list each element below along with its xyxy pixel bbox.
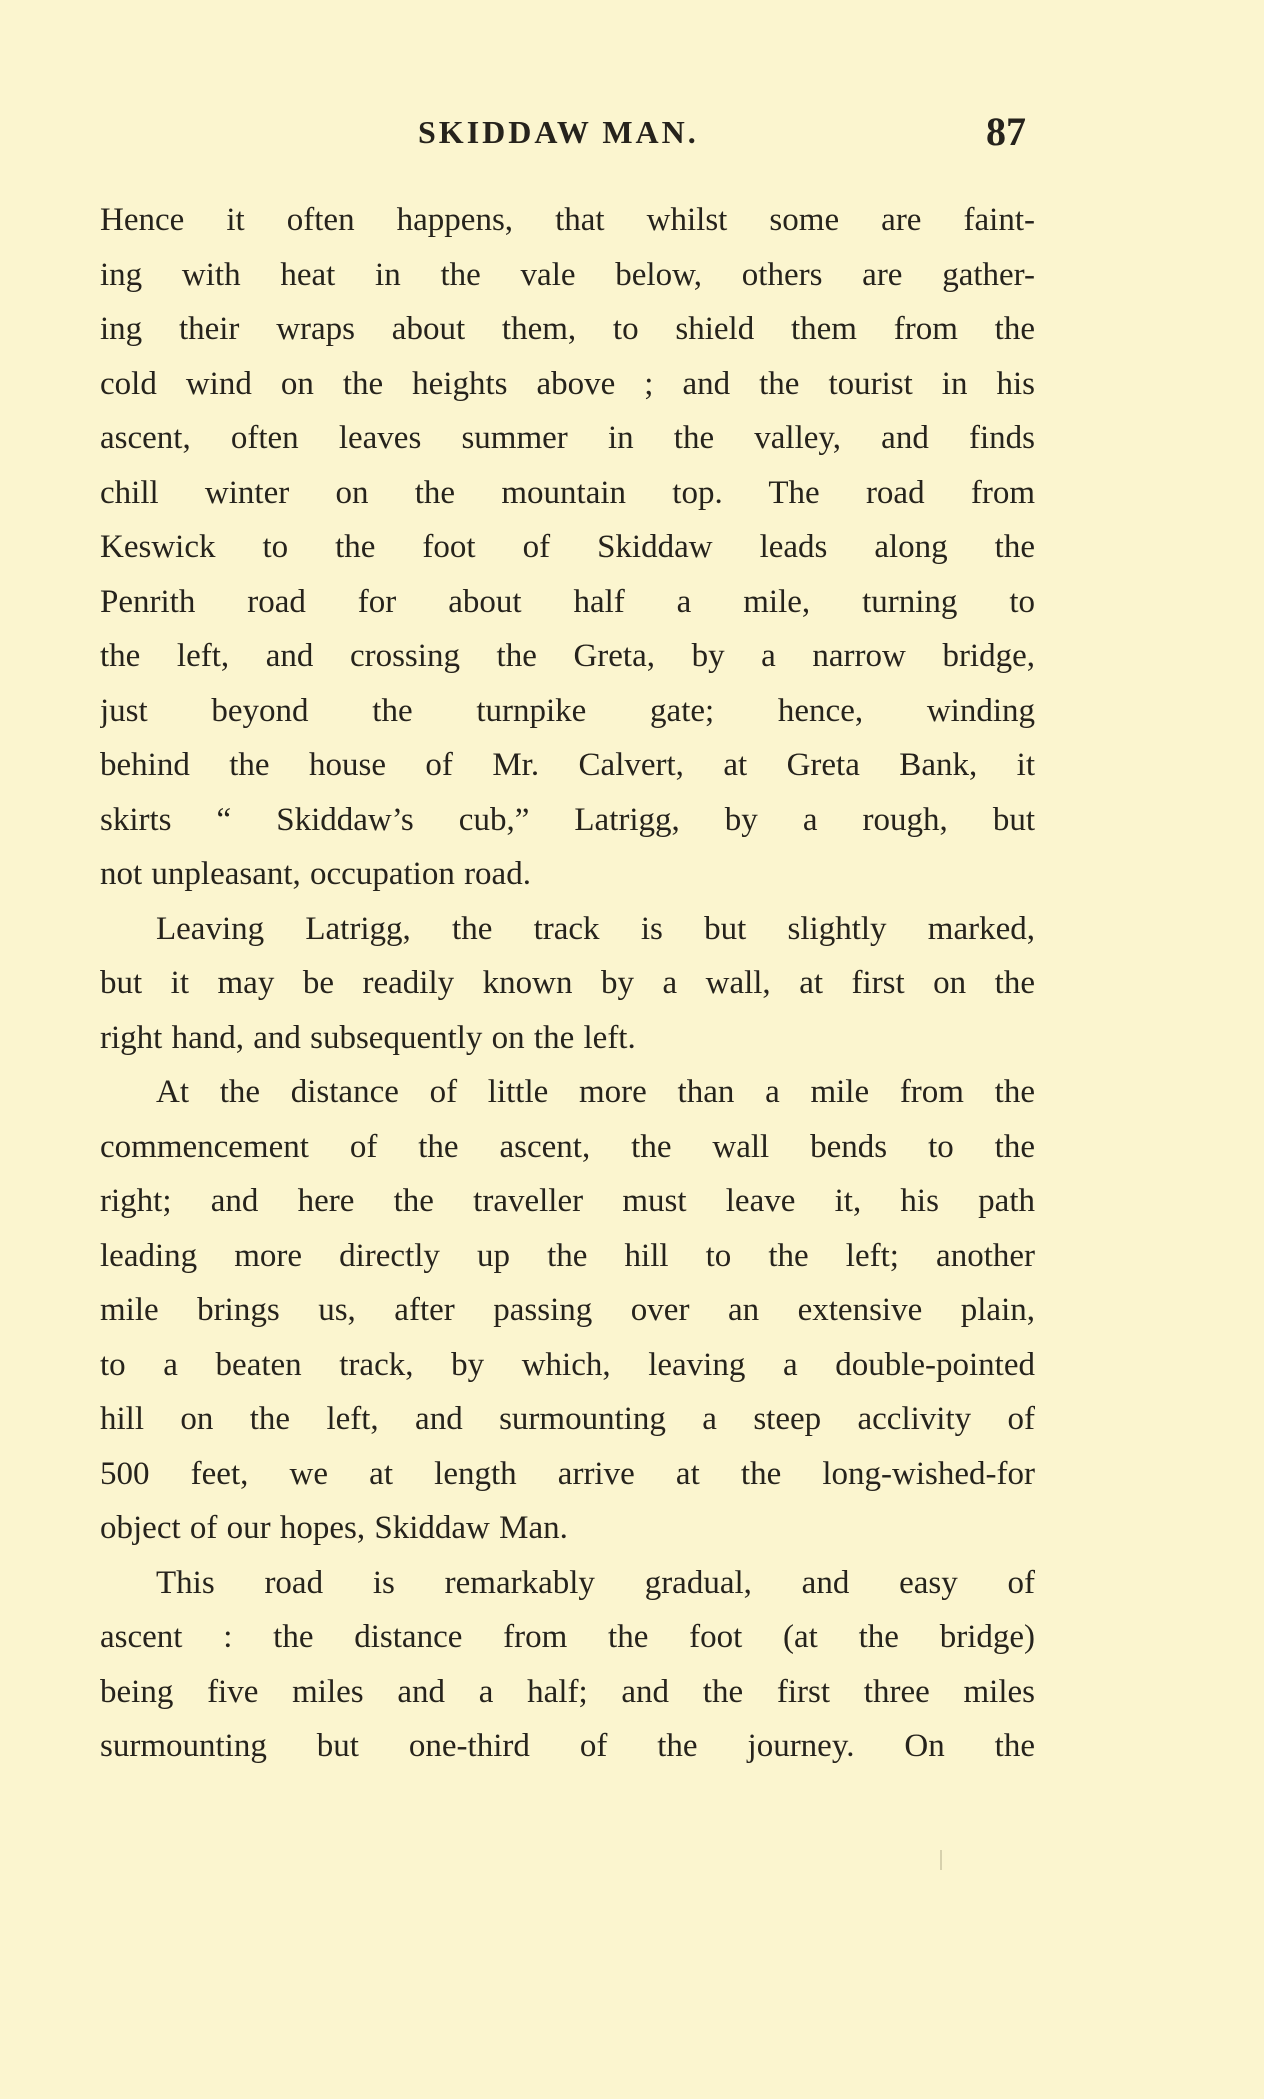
text-line: to a beaten track, by which, leaving a double-pointed [100,1346,1035,1383]
text-line: the left, and crossing the Greta, by a narrow bridge, [100,638,1035,674]
text-line: chill winter on the mountain top. The road from [100,474,1035,511]
text-line: Hence it often happens, that whilst some are faint- [100,202,1035,238]
text-line: behind the house of Mr. Calvert, at Greta Bank, it [100,747,1035,783]
text-line: cold wind on the heights above ; and the tourist in his [100,365,1035,402]
text-line: At the distance of little more than a mile from the [156,1074,1035,1110]
text-line: object of our hopes, Skiddaw Man. [100,1510,568,1546]
text-line: just beyond the turnpike gate; hence, winding [100,692,1035,729]
text-line: commencement of the ascent, the wall bends to the [100,1128,1035,1165]
text-line: Penrith road for about half a mile, turning to [100,583,1035,620]
text-line: skirts “ Skiddaw’s cub,” Latrigg, by a rough, but [100,801,1035,838]
running-head [100,108,1035,160]
text-line: ing their wraps about them, to shield them from the [100,311,1035,347]
running-title: SKIDDAW MAN. [418,114,699,150]
text-line: hill on the left, and surmounting a steep acclivity of [100,1401,1035,1437]
text-line: ascent : the distance from the foot (at the bridge) [100,1619,1035,1655]
text-line: ing with heat in the vale below, others are gather- [100,256,1035,293]
text-line: mile brings us, after passing over an extensive plain, [100,1292,1035,1328]
text-line: leading more directly up the hill to the left; another [100,1237,1035,1274]
paper-speck [940,1850,942,1870]
text-line: but it may be readily known by a wall, at first on the [100,965,1035,1001]
text-line: 500 feet, we at length arrive at the long-wished-for [100,1455,1035,1492]
text-line: right hand, and subsequently on the left. [100,1019,636,1056]
text-line: right; and here the traveller must leave it, his path [100,1183,1035,1219]
text-line: Leaving Latrigg, the track is but slightly marked, [156,910,1035,947]
body-text [100,193,1035,1774]
text-line: ascent, often leaves summer in the valley, and finds [100,420,1035,456]
text-line: not unpleasant, occupation road. [100,856,531,892]
text-line: This road is remarkably gradual, and easy of [156,1564,1035,1601]
text-line: being five miles and a half; and the first three miles [100,1673,1035,1710]
text-line: Keswick to the foot of Skiddaw leads along the [100,529,1035,565]
page-number: 87 [986,109,1026,154]
text-line: surmounting but one-third of the journey. On the [100,1728,1035,1764]
